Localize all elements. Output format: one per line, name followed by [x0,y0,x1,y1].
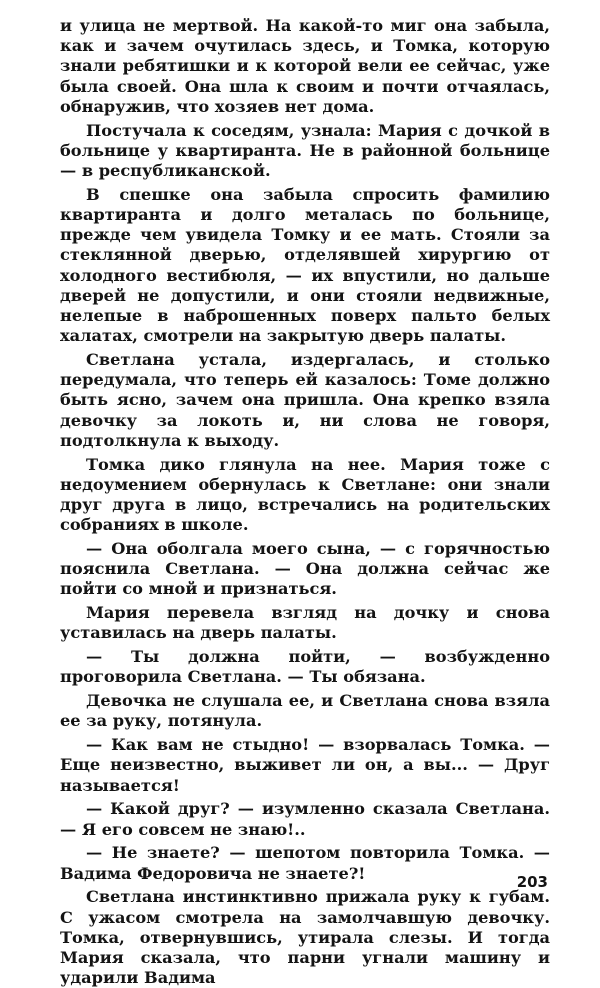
paragraph-5: Томка дико глянула на нее. Мария тоже с недоумением обернулась к Светлане: они знали друг друга в лицо, встречались на родительских собраниях в школе. [60,454,550,535]
page-number: 203 [516,872,548,891]
paragraph-2: Постучала к соседям, узнала: Мария с дочкой в больнице у квартиранта. Не в районной больнице — в республиканской. [60,120,550,181]
book-page [60,16,550,988]
paragraph-6: — Она оболгала моего сына, — с горячностью пояснила Светлана. — Она должна сейчас же пойти со мной и признаться. [60,539,550,599]
paragraph-12: — Не знаете? — шепотом повторила Томка. — Вадима Федоровича не знаете?! [60,843,550,883]
paragraph-9: Девочка не слушала ее, и Светлана снова взяла ее за руку, потянула. [60,691,550,731]
paragraph-4: Светлана устала, издергалась, и столько передумала, что теперь ей казалось: Томе должно быть ясно, зачем она пришла. Она крепко взяла девочку за локоть и, ни слова не говоря, подтолкнула к выходу. [60,350,550,450]
paragraph-10: — Как вам не стыдно! — взорвалась Томка. — Еще неизвестно, выживет ли он, а вы... — Друг называется! [60,735,550,795]
paragraph-8: — Ты должна пойти, — возбужденно проговорила Светлана. — Ты обязана. [60,647,550,687]
paragraph-11: — Какой друг? — изумленно сказала Светлана. — Я его совсем не знаю!.. [60,799,550,839]
paragraph-3: В спешке она забыла спросить фамилию квартиранта и долго металась по больнице, прежде чем увидела Томку и ее мать. Стояли за стеклянной дверью, отделявшей хирургию от холодного вестибюля, — их впустили, но дальше дверей не допустили, и они стояли недвижные, нелепые в наброшенных поверх пальто белых халатах, смотрели на закрытую дверь палаты. [60,184,550,346]
paragraph-13: Светлана инстинктивно прижала руку к губам. С ужасом смотрела на замолчавшую девочку. Томка, отвернувшись, утирала слезы. И тогда Мария сказала, что парни угнали машину и ударили Вадима [60,887,550,988]
paragraph-1: и улица не мертвой. На какой-то миг она забыла, как и зачем очутилась здесь, и Томка, которую знали ребятишки и к которой вели ее сейчас, уже была своей. Она шла к своим и почти отчаялась, обнаружив, что хозяев нет дома. [60,16,550,116]
paragraph-7: Мария перевела взгляд на дочку и снова уставилась на дверь палаты. [60,603,550,643]
